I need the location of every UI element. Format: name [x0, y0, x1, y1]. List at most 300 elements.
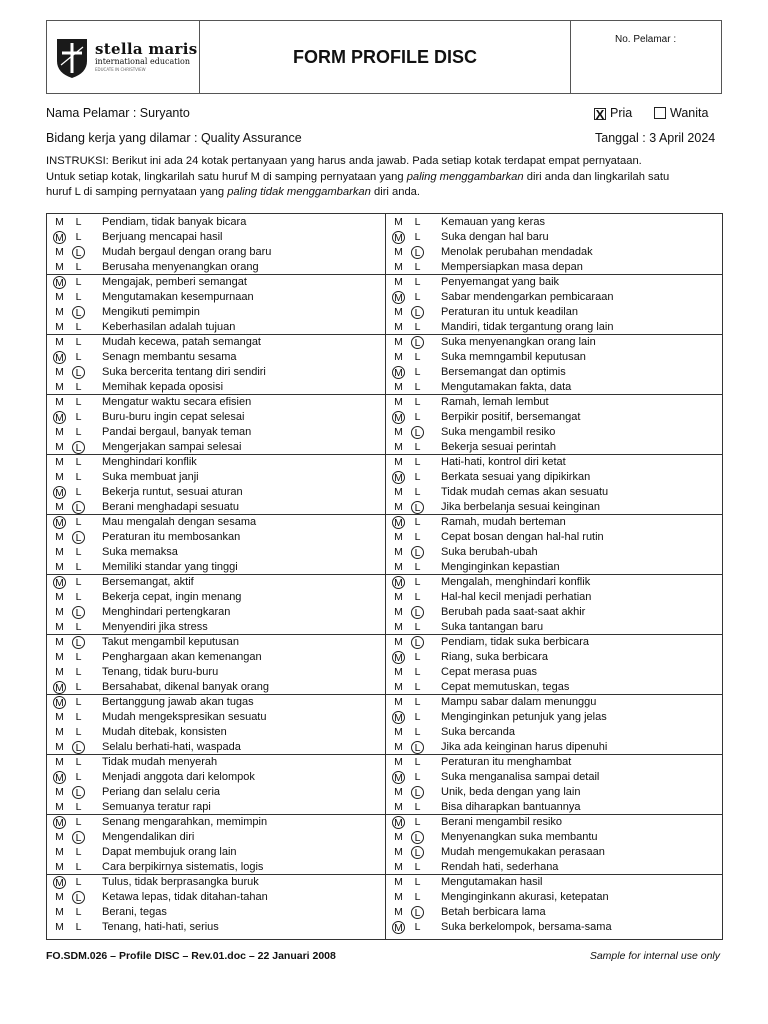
statement-row	[386, 680, 724, 695]
statement-text: Menyendiri jika stress	[102, 621, 208, 633]
statement-text: Pendiam, tidak suka berbicara	[441, 636, 589, 648]
most-option[interactable]: M	[394, 831, 403, 843]
most-option[interactable]: M	[394, 276, 403, 288]
statement-row	[47, 770, 385, 785]
most-option[interactable]: M	[392, 291, 405, 304]
statement-text: Menyenangkan suka membantu	[441, 831, 598, 843]
most-option[interactable]: M	[394, 546, 403, 558]
statement-row	[386, 650, 724, 665]
statement-row	[47, 245, 385, 260]
most-option[interactable]: M	[53, 351, 66, 364]
most-option[interactable]: M	[394, 846, 403, 858]
least-option[interactable]: L	[411, 306, 424, 319]
most-option[interactable]: M	[55, 786, 64, 798]
statement-text: Suka dengan hal baru	[441, 231, 549, 243]
least-option[interactable]: L	[72, 831, 85, 844]
statement-text: Bisa diharapkan bantuannya	[441, 801, 581, 813]
statement-row	[47, 890, 385, 905]
statement-text: Berjuang mencapai hasil	[102, 231, 223, 243]
female-checkbox[interactable]	[654, 107, 666, 119]
least-option[interactable]: L	[414, 591, 421, 603]
least-option[interactable]: L	[414, 816, 421, 828]
statement-text: Cepat memutuskan, tegas	[441, 681, 570, 693]
statement-row	[386, 515, 724, 530]
most-option[interactable]: M	[55, 636, 64, 648]
statement-text: Kemauan yang keras	[441, 216, 545, 228]
statement-row	[386, 875, 724, 890]
instruction-line: huruf L di samping pernyataan yang paling tidak menggambarkan diri anda.	[46, 186, 421, 198]
most-option[interactable]: M	[392, 711, 405, 724]
least-option[interactable]: L	[75, 426, 82, 438]
most-option[interactable]: M	[394, 561, 403, 573]
least-option[interactable]: L	[75, 696, 82, 708]
statement-text: Mengutamakan hasil	[441, 876, 543, 888]
most-option[interactable]: M	[53, 696, 66, 709]
least-option[interactable]: L	[414, 576, 421, 588]
statement-text: Betah berbicara lama	[441, 906, 546, 918]
most-option[interactable]: M	[55, 501, 64, 513]
statement-text: Ramah, mudah berteman	[441, 516, 566, 528]
most-option[interactable]: M	[53, 771, 66, 784]
statement-row	[386, 620, 724, 635]
least-option[interactable]: L	[72, 366, 85, 379]
least-option[interactable]: L	[414, 861, 421, 873]
statement-row	[386, 785, 724, 800]
least-option[interactable]: L	[411, 831, 424, 844]
most-option[interactable]: M	[55, 606, 64, 618]
most-option[interactable]: M	[394, 351, 403, 363]
least-option[interactable]: L	[75, 861, 82, 873]
least-option[interactable]: L	[414, 516, 421, 528]
most-option[interactable]: M	[53, 516, 66, 529]
most-option[interactable]: M	[55, 261, 64, 273]
most-option[interactable]: M	[394, 456, 403, 468]
statement-row	[386, 815, 724, 830]
most-option[interactable]: M	[53, 876, 66, 889]
most-option[interactable]: M	[394, 261, 403, 273]
least-option[interactable]: L	[75, 921, 82, 933]
least-option[interactable]: L	[75, 351, 82, 363]
statement-text: Bersemangat dan optimis	[441, 366, 566, 378]
least-option[interactable]: L	[411, 426, 424, 439]
logo-subtitle: international education	[95, 56, 191, 66]
least-option[interactable]: L	[75, 576, 82, 588]
least-option[interactable]: L	[414, 711, 421, 723]
least-option[interactable]: L	[75, 621, 82, 633]
applied-field: Bidang kerja yang dilamar : Quality Assurance	[46, 131, 302, 145]
most-option[interactable]: M	[394, 591, 403, 603]
least-option[interactable]: L	[414, 351, 421, 363]
male-checkbox[interactable]: X	[595, 107, 605, 122]
least-option[interactable]: L	[72, 441, 85, 454]
least-option[interactable]: L	[72, 501, 85, 514]
least-option[interactable]: L	[72, 891, 85, 904]
most-option[interactable]: M	[392, 816, 405, 829]
statement-row	[47, 230, 385, 245]
least-option[interactable]: L	[414, 756, 421, 768]
most-option[interactable]: M	[394, 756, 403, 768]
most-option[interactable]: M	[55, 321, 64, 333]
form-header	[46, 20, 722, 94]
most-option[interactable]: M	[55, 846, 64, 858]
most-option[interactable]: M	[392, 576, 405, 589]
most-option[interactable]: M	[394, 531, 403, 543]
least-option[interactable]: L	[75, 801, 82, 813]
most-option[interactable]: M	[394, 501, 403, 513]
most-option[interactable]: M	[394, 381, 403, 393]
least-option[interactable]: L	[75, 276, 82, 288]
least-option[interactable]: L	[414, 486, 421, 498]
form-title: FORM PROFILE DISC	[200, 21, 571, 93]
statement-row	[47, 860, 385, 875]
least-option[interactable]: L	[75, 561, 82, 573]
statement-row	[47, 395, 385, 410]
least-option[interactable]: L	[411, 501, 424, 514]
statement-text: Memihak kepada oposisi	[102, 381, 224, 393]
most-option[interactable]: M	[55, 651, 64, 663]
most-option[interactable]: M	[55, 426, 64, 438]
least-option[interactable]: L	[411, 636, 424, 649]
most-option[interactable]: M	[392, 651, 405, 664]
statement-row	[386, 335, 724, 350]
statement-text: Berani menghadapi sesuatu	[102, 501, 239, 513]
most-option[interactable]: M	[55, 471, 64, 483]
least-option[interactable]: L	[75, 516, 82, 528]
statement-row	[47, 530, 385, 545]
most-option[interactable]: M	[394, 666, 403, 678]
least-option[interactable]: L	[72, 606, 85, 619]
most-option[interactable]: M	[55, 336, 64, 348]
statement-row	[386, 665, 724, 680]
statement-row	[47, 335, 385, 350]
statement-row	[386, 635, 724, 650]
statement-text: Mudah mengekspresikan sesuatu	[102, 711, 267, 723]
statement-row	[47, 260, 385, 275]
statement-row	[386, 500, 724, 515]
least-option[interactable]: L	[72, 246, 85, 259]
statement-row	[386, 455, 724, 470]
most-option[interactable]: M	[53, 276, 66, 289]
most-option[interactable]: M	[55, 246, 64, 258]
most-option[interactable]: M	[392, 471, 405, 484]
least-option[interactable]: L	[75, 411, 82, 423]
most-option[interactable]: M	[394, 216, 403, 228]
least-option[interactable]: L	[414, 876, 421, 888]
statement-text: Jika ada keinginan harus dipenuhi	[441, 741, 608, 753]
statement-row	[47, 470, 385, 485]
most-option[interactable]: M	[394, 336, 403, 348]
statement-text: Cepat merasa puas	[441, 666, 537, 678]
statement-text: Mengendalikan diri	[102, 831, 195, 843]
least-option[interactable]: L	[414, 696, 421, 708]
statement-row	[386, 395, 724, 410]
statement-row	[386, 695, 724, 710]
least-option[interactable]: L	[75, 261, 82, 273]
least-option[interactable]: L	[414, 216, 421, 228]
most-option[interactable]: M	[53, 486, 66, 499]
least-option[interactable]: L	[75, 876, 82, 888]
most-option[interactable]: M	[392, 411, 405, 424]
most-option[interactable]: M	[55, 591, 64, 603]
statement-row	[47, 605, 385, 620]
statement-row	[386, 215, 724, 230]
least-option[interactable]: L	[414, 366, 421, 378]
statement-row	[386, 245, 724, 260]
statement-text: Bersemangat, aktif	[102, 576, 194, 588]
least-option[interactable]: L	[411, 336, 424, 349]
statement-row	[386, 605, 724, 620]
statement-row	[47, 440, 385, 455]
least-option[interactable]: L	[414, 471, 421, 483]
statement-text: Pandai bergaul, banyak teman	[102, 426, 252, 438]
most-option[interactable]: M	[55, 711, 64, 723]
least-option[interactable]: L	[414, 801, 421, 813]
least-option[interactable]: L	[75, 456, 82, 468]
statement-text: Mandiri, tidak tergantung orang lain	[441, 321, 614, 333]
most-option[interactable]: M	[392, 921, 405, 934]
most-option[interactable]: M	[392, 771, 405, 784]
most-option[interactable]: M	[394, 786, 403, 798]
most-option[interactable]: M	[394, 486, 403, 498]
statement-row	[386, 800, 724, 815]
most-option[interactable]: M	[55, 381, 64, 393]
least-option[interactable]: L	[414, 396, 421, 408]
statement-text: Peraturan itu membosankan	[102, 531, 241, 543]
gender-female[interactable]	[654, 106, 708, 120]
most-option[interactable]: M	[53, 411, 66, 424]
most-option[interactable]: M	[394, 246, 403, 258]
statement-row	[386, 740, 724, 755]
least-option[interactable]: L	[72, 306, 85, 319]
least-option[interactable]: L	[414, 621, 421, 633]
least-option[interactable]: L	[75, 471, 82, 483]
most-option[interactable]: M	[394, 426, 403, 438]
least-option[interactable]: L	[411, 546, 424, 559]
least-option[interactable]: L	[414, 531, 421, 543]
least-option[interactable]: L	[72, 531, 85, 544]
most-option[interactable]: M	[394, 306, 403, 318]
instructions	[46, 154, 726, 201]
statement-text: Mengutamakan fakta, data	[441, 381, 572, 393]
statement-text: Takut mengambil keputusan	[102, 636, 239, 648]
most-option[interactable]: M	[392, 231, 405, 244]
least-option[interactable]: L	[414, 381, 421, 393]
least-option[interactable]: L	[414, 291, 421, 303]
statement-row	[386, 425, 724, 440]
statement-text: Menghindari pertengkaran	[102, 606, 231, 618]
statement-text: Tulus, tidak berprasangka buruk	[102, 876, 259, 888]
statement-row	[386, 470, 724, 485]
most-option[interactable]: M	[55, 396, 64, 408]
most-option[interactable]: M	[394, 621, 403, 633]
most-option[interactable]: M	[53, 576, 66, 589]
most-option[interactable]: M	[394, 396, 403, 408]
most-option[interactable]: M	[392, 516, 405, 529]
least-option[interactable]: L	[75, 396, 82, 408]
least-option[interactable]: L	[414, 681, 421, 693]
least-option[interactable]: L	[75, 291, 82, 303]
most-option[interactable]: M	[55, 621, 64, 633]
least-option[interactable]: L	[411, 741, 424, 754]
most-option[interactable]: M	[55, 666, 64, 678]
least-option[interactable]: L	[414, 666, 421, 678]
most-option[interactable]: M	[394, 801, 403, 813]
most-option[interactable]: M	[55, 441, 64, 453]
statement-row	[47, 665, 385, 680]
statement-text: Peraturan itu menghambat	[441, 756, 572, 768]
least-option[interactable]: L	[75, 381, 82, 393]
statement-row	[47, 410, 385, 425]
most-option[interactable]: M	[55, 831, 64, 843]
statement-row	[47, 275, 385, 290]
least-option[interactable]: L	[72, 741, 85, 754]
least-option[interactable]: L	[75, 666, 82, 678]
most-option[interactable]: M	[394, 891, 403, 903]
most-option[interactable]: M	[55, 306, 64, 318]
least-option[interactable]: L	[414, 726, 421, 738]
statement-row	[47, 425, 385, 440]
statement-row	[47, 785, 385, 800]
statement-text: Semuanya teratur rapi	[102, 801, 211, 813]
most-option[interactable]: M	[55, 561, 64, 573]
most-option[interactable]: M	[394, 636, 403, 648]
instruction-line: Untuk setiap kotak, lingkarilah satu huruf M di samping pernyataan yang paling menggambarkan diri anda dan lingkarilah satu	[46, 170, 670, 183]
least-option[interactable]: L	[75, 771, 82, 783]
most-option[interactable]: M	[394, 741, 403, 753]
most-option[interactable]: M	[55, 921, 64, 933]
most-option[interactable]: M	[394, 861, 403, 873]
most-option[interactable]: M	[394, 726, 403, 738]
most-option[interactable]: M	[55, 801, 64, 813]
statement-text: Bersahabat, dikenal banyak orang	[102, 681, 269, 693]
least-option[interactable]: L	[75, 816, 82, 828]
least-option[interactable]: L	[414, 321, 421, 333]
most-option[interactable]: M	[55, 906, 64, 918]
most-option[interactable]: M	[53, 681, 66, 694]
gender-male[interactable]	[594, 106, 632, 120]
least-option[interactable]: L	[75, 756, 82, 768]
least-option[interactable]: L	[414, 261, 421, 273]
least-option[interactable]: L	[72, 636, 85, 649]
least-option[interactable]: L	[414, 651, 421, 663]
statement-row	[386, 485, 724, 500]
statement-text: Memiliki standar yang tinggi	[102, 561, 238, 573]
most-option[interactable]: M	[394, 321, 403, 333]
statement-row	[386, 845, 724, 860]
statement-text: Cepat bosan dengan hal-hal rutin	[441, 531, 604, 543]
least-option[interactable]: L	[75, 846, 82, 858]
most-option[interactable]: M	[55, 291, 64, 303]
most-option[interactable]: M	[53, 816, 66, 829]
least-option[interactable]: L	[75, 216, 82, 228]
least-option[interactable]: L	[414, 561, 421, 573]
statement-text: Mengalah, menghindari konflik	[441, 576, 591, 588]
statement-row	[386, 545, 724, 560]
most-option[interactable]: M	[55, 741, 64, 753]
statement-row	[47, 290, 385, 305]
least-option[interactable]: L	[75, 711, 82, 723]
statement-row	[386, 830, 724, 845]
most-option[interactable]: M	[55, 756, 64, 768]
least-option[interactable]: L	[414, 411, 421, 423]
statement-row	[386, 560, 724, 575]
least-option[interactable]: L	[75, 321, 82, 333]
statement-text: Suka bercerita tentang diri sendiri	[102, 366, 266, 378]
most-option[interactable]: M	[55, 861, 64, 873]
statement-row	[47, 380, 385, 395]
statement-text: Suka menyenangkan orang lain	[441, 336, 596, 348]
statement-row	[47, 815, 385, 830]
least-option[interactable]: L	[75, 906, 82, 918]
most-option[interactable]: M	[55, 366, 64, 378]
statement-row	[47, 650, 385, 665]
statement-text: Menginginkann akurasi, ketepatan	[441, 891, 609, 903]
most-option[interactable]: M	[394, 906, 403, 918]
least-option[interactable]: L	[75, 231, 82, 243]
statement-text: Berubah pada saat-saat akhir	[441, 606, 586, 618]
least-option[interactable]: L	[414, 276, 421, 288]
most-option[interactable]: M	[55, 456, 64, 468]
least-option[interactable]: L	[414, 456, 421, 468]
most-option[interactable]: M	[394, 606, 403, 618]
least-option[interactable]: L	[75, 591, 82, 603]
least-option[interactable]: L	[75, 546, 82, 558]
least-option[interactable]: L	[414, 231, 421, 243]
least-option[interactable]: L	[75, 726, 82, 738]
least-option[interactable]: L	[72, 786, 85, 799]
statement-text: Mudah ditebak, konsisten	[102, 726, 227, 738]
least-option[interactable]: L	[414, 771, 421, 783]
most-option[interactable]: M	[394, 441, 403, 453]
statement-text: Berani mengambil resiko	[441, 816, 563, 828]
most-option[interactable]: M	[55, 531, 64, 543]
least-option[interactable]: L	[75, 651, 82, 663]
least-option[interactable]: L	[75, 336, 82, 348]
most-option[interactable]: M	[394, 696, 403, 708]
statement-text: Hati-hati, kontrol diri ketat	[441, 456, 566, 468]
statement-text: Tidak mudah cemas akan sesuatu	[441, 486, 609, 498]
most-option[interactable]: M	[53, 231, 66, 244]
most-option[interactable]: M	[394, 876, 403, 888]
most-option[interactable]: M	[55, 546, 64, 558]
least-option[interactable]: L	[411, 786, 424, 799]
statement-row	[386, 590, 724, 605]
least-option[interactable]: L	[414, 921, 421, 933]
least-option[interactable]: L	[411, 246, 424, 259]
statement-text: Bekerja cepat, ingin menang	[102, 591, 242, 603]
most-option[interactable]: M	[55, 891, 64, 903]
least-option[interactable]: L	[414, 891, 421, 903]
statement-text: Suka memaksa	[102, 546, 178, 558]
least-option[interactable]: L	[75, 681, 82, 693]
least-option[interactable]: L	[411, 846, 424, 859]
statement-row	[47, 560, 385, 575]
most-option[interactable]: M	[55, 216, 64, 228]
least-option[interactable]: L	[414, 441, 421, 453]
most-option[interactable]: M	[55, 726, 64, 738]
statement-text: Mempersiapkan masa depan	[441, 261, 583, 273]
least-option[interactable]: L	[75, 486, 82, 498]
least-option[interactable]: L	[411, 606, 424, 619]
least-option[interactable]: L	[411, 906, 424, 919]
statement-row	[386, 275, 724, 290]
statement-text: Sabar mendengarkan pembicaraan	[441, 291, 614, 303]
statement-text: Senagn membantu sesama	[102, 351, 237, 363]
statement-row	[386, 725, 724, 740]
statement-row	[47, 920, 385, 935]
most-option[interactable]: M	[392, 366, 405, 379]
most-option[interactable]: M	[394, 681, 403, 693]
